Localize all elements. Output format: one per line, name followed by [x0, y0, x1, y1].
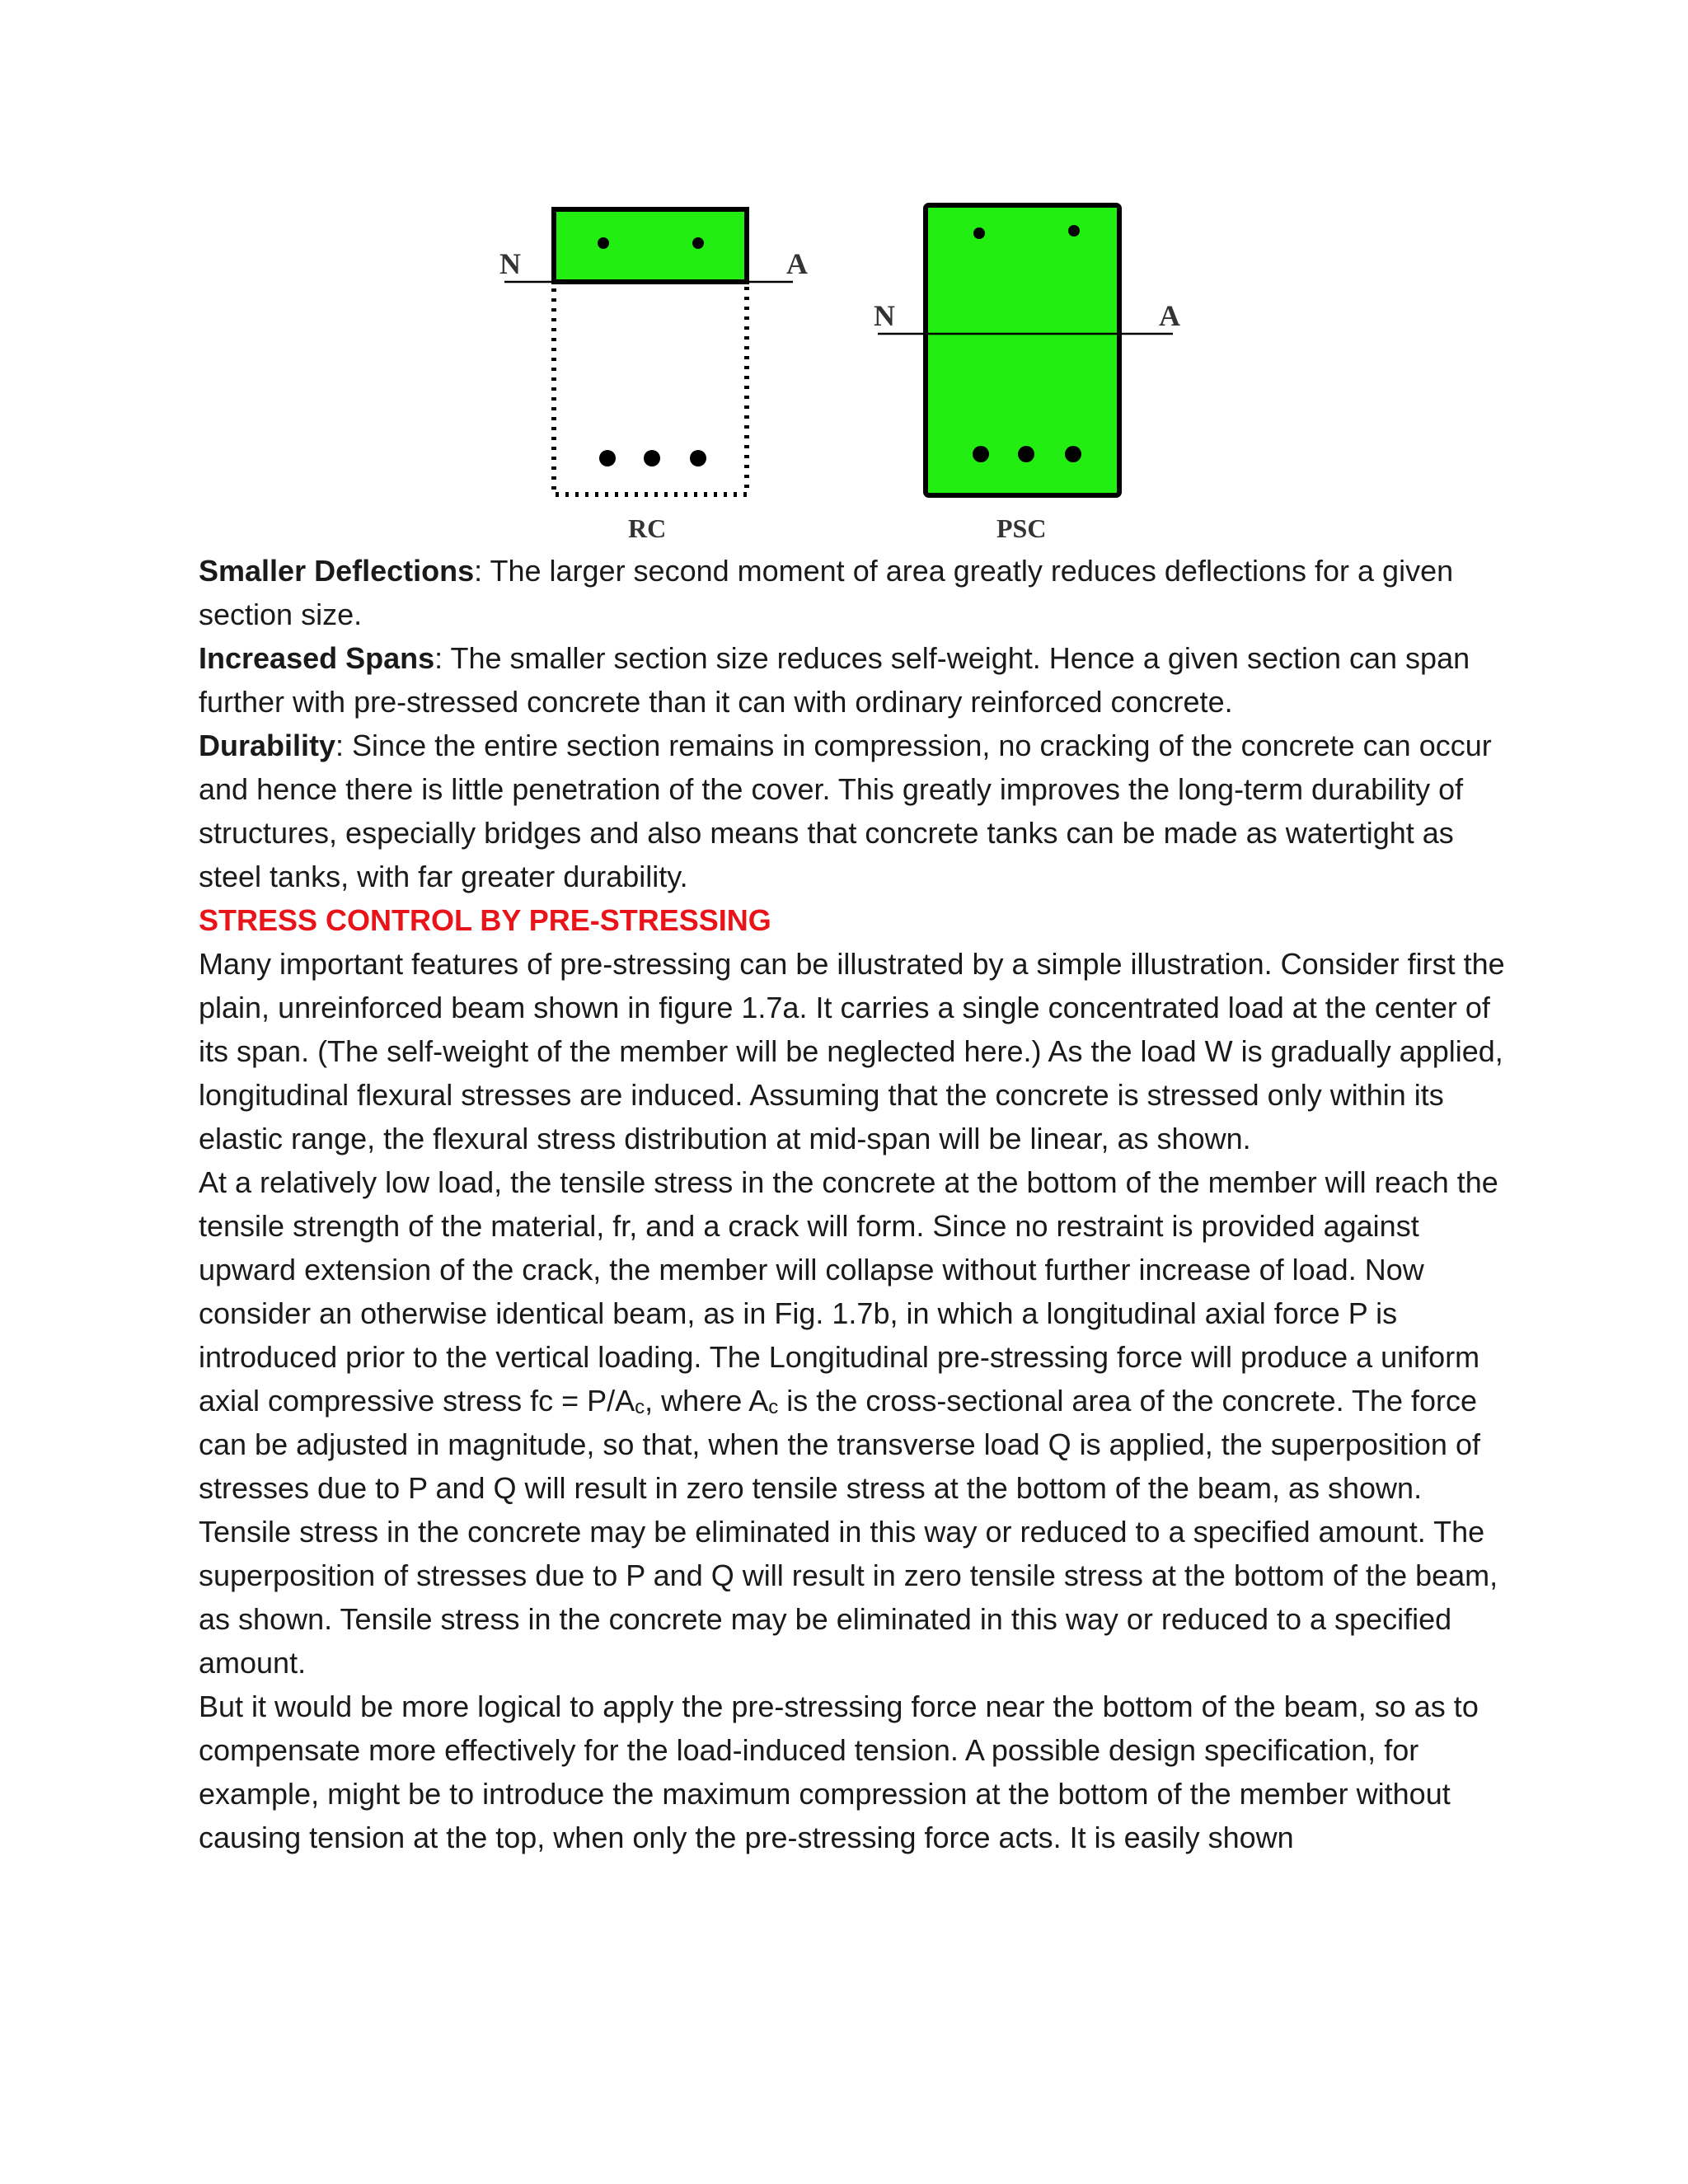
rc-bottom-bar — [644, 450, 660, 466]
rc-a-label: A — [786, 247, 808, 280]
psc-section — [874, 205, 1180, 543]
rc-bottom-bar — [599, 450, 616, 466]
subscript-c: c — [768, 1396, 779, 1418]
psc-top-bar — [1068, 225, 1080, 237]
psc-top-bar — [973, 227, 985, 239]
term-increased-spans: Increased Spans — [199, 641, 435, 675]
text-increased-spans: : The smaller section size reduces self-weight. Hence a given section can span further with pre-stressed concrete than it can with ordinary reinforced concrete. — [199, 641, 1470, 719]
paragraph-prestress-axial-part1: At a relatively low load, the tensile stress in the concrete at the bottom of the member will reach the tensile strength of the material, fr, and a crack will form. Since no restraint is provided against upward extension of the crack, the member will collapse without further increase of load. Now consider an otherwise identical beam, as in Fig. 1.7b, in which a longitudinal axial force P is introduced prior to the vertical loading. The Longitudinal pre-stressing force will produce a uniform axial compressive stress fc = P/A — [199, 1165, 1498, 1418]
psc-bottom-bar — [1018, 446, 1034, 462]
term-smaller-deflections: Smaller Deflections — [199, 554, 475, 588]
text-smaller-deflections: : The larger second moment of area greatly reduces deflections for a given section size. — [199, 554, 1454, 631]
paragraph-prestress-axial-part2: , where A — [645, 1384, 769, 1418]
paragraph-eccentric-prestress: But it would be more logical to apply the pre-stressing force near the bottom of the beam, so as to compensate more effectively for the load-induced tension. A possible design specification, for example, might be to introduce the maximum compression at the bottom of the member without causing tension at the top, when only the pre-stressing force acts. It is easily shown — [199, 1690, 1479, 1854]
text-durability: : Since the entire section remains in compression, no cracking of the concrete can occur and hence there is little penetration of the cover. This greatly improves the long-term durability of structures, especially bridges and also means that concrete tanks can be made as watertight as steel tanks, with far greater durability. — [199, 729, 1492, 893]
psc-n-label: N — [874, 299, 895, 332]
section-heading: STRESS CONTROL BY PRE-STRESSING — [199, 903, 771, 937]
rc-psc-section-figure — [478, 185, 1220, 556]
psc-label: PSC — [996, 513, 1047, 543]
paragraph-durability — [199, 724, 1517, 898]
paragraph-intro: Many important features of pre-stressing can be illustrated by a simple illustration. Consider first the plain, unreinforced beam shown in figure 1.7a. It carries a single concentrated load at the center of its span. (The self-weight of the member will be neglected here.) As the load W is gradually applied, longitudinal flexural stresses are induced. Assuming that the concrete is stressed only within its elastic range, the flexural stress distribution at mid-span will be linear, as shown. — [199, 947, 1505, 1155]
psc-bottom-bar — [973, 446, 989, 462]
subscript-c: c — [635, 1396, 645, 1418]
psc-bottom-bar — [1065, 446, 1081, 462]
psc-a-label: A — [1159, 299, 1180, 332]
rc-label: RC — [628, 513, 667, 543]
rc-n-label: N — [499, 247, 521, 280]
paragraph-prestress-axial-part3: is the cross-sectional area of the concrete. The force can be adjusted in magnitude, so that, when the transverse load Q is applied, the superposition of stresses due to P and Q will result in zero tensile stress at the bottom of the beam, as shown. Tensile stress in the concrete may be eliminated in this way or reduced to a specified amount. The superposition of stresses due to P and Q will result in zero tensile stress at the bottom of the beam, as shown. Tensile stress in the concrete may be eliminated in this way or reduced to a specified amount. — [199, 1384, 1498, 1680]
paragraph-prestress-axial — [199, 1160, 1517, 1685]
rc-top-bar — [598, 237, 609, 249]
document-body — [199, 549, 1517, 1859]
rc-compression-zone — [554, 209, 747, 282]
paragraph-smaller-deflections — [199, 549, 1517, 636]
rc-top-bar — [692, 237, 704, 249]
term-durability: Durability — [199, 729, 336, 762]
rc-bottom-bar — [690, 450, 706, 466]
rc-section — [499, 209, 808, 543]
paragraph-increased-spans — [199, 636, 1517, 724]
